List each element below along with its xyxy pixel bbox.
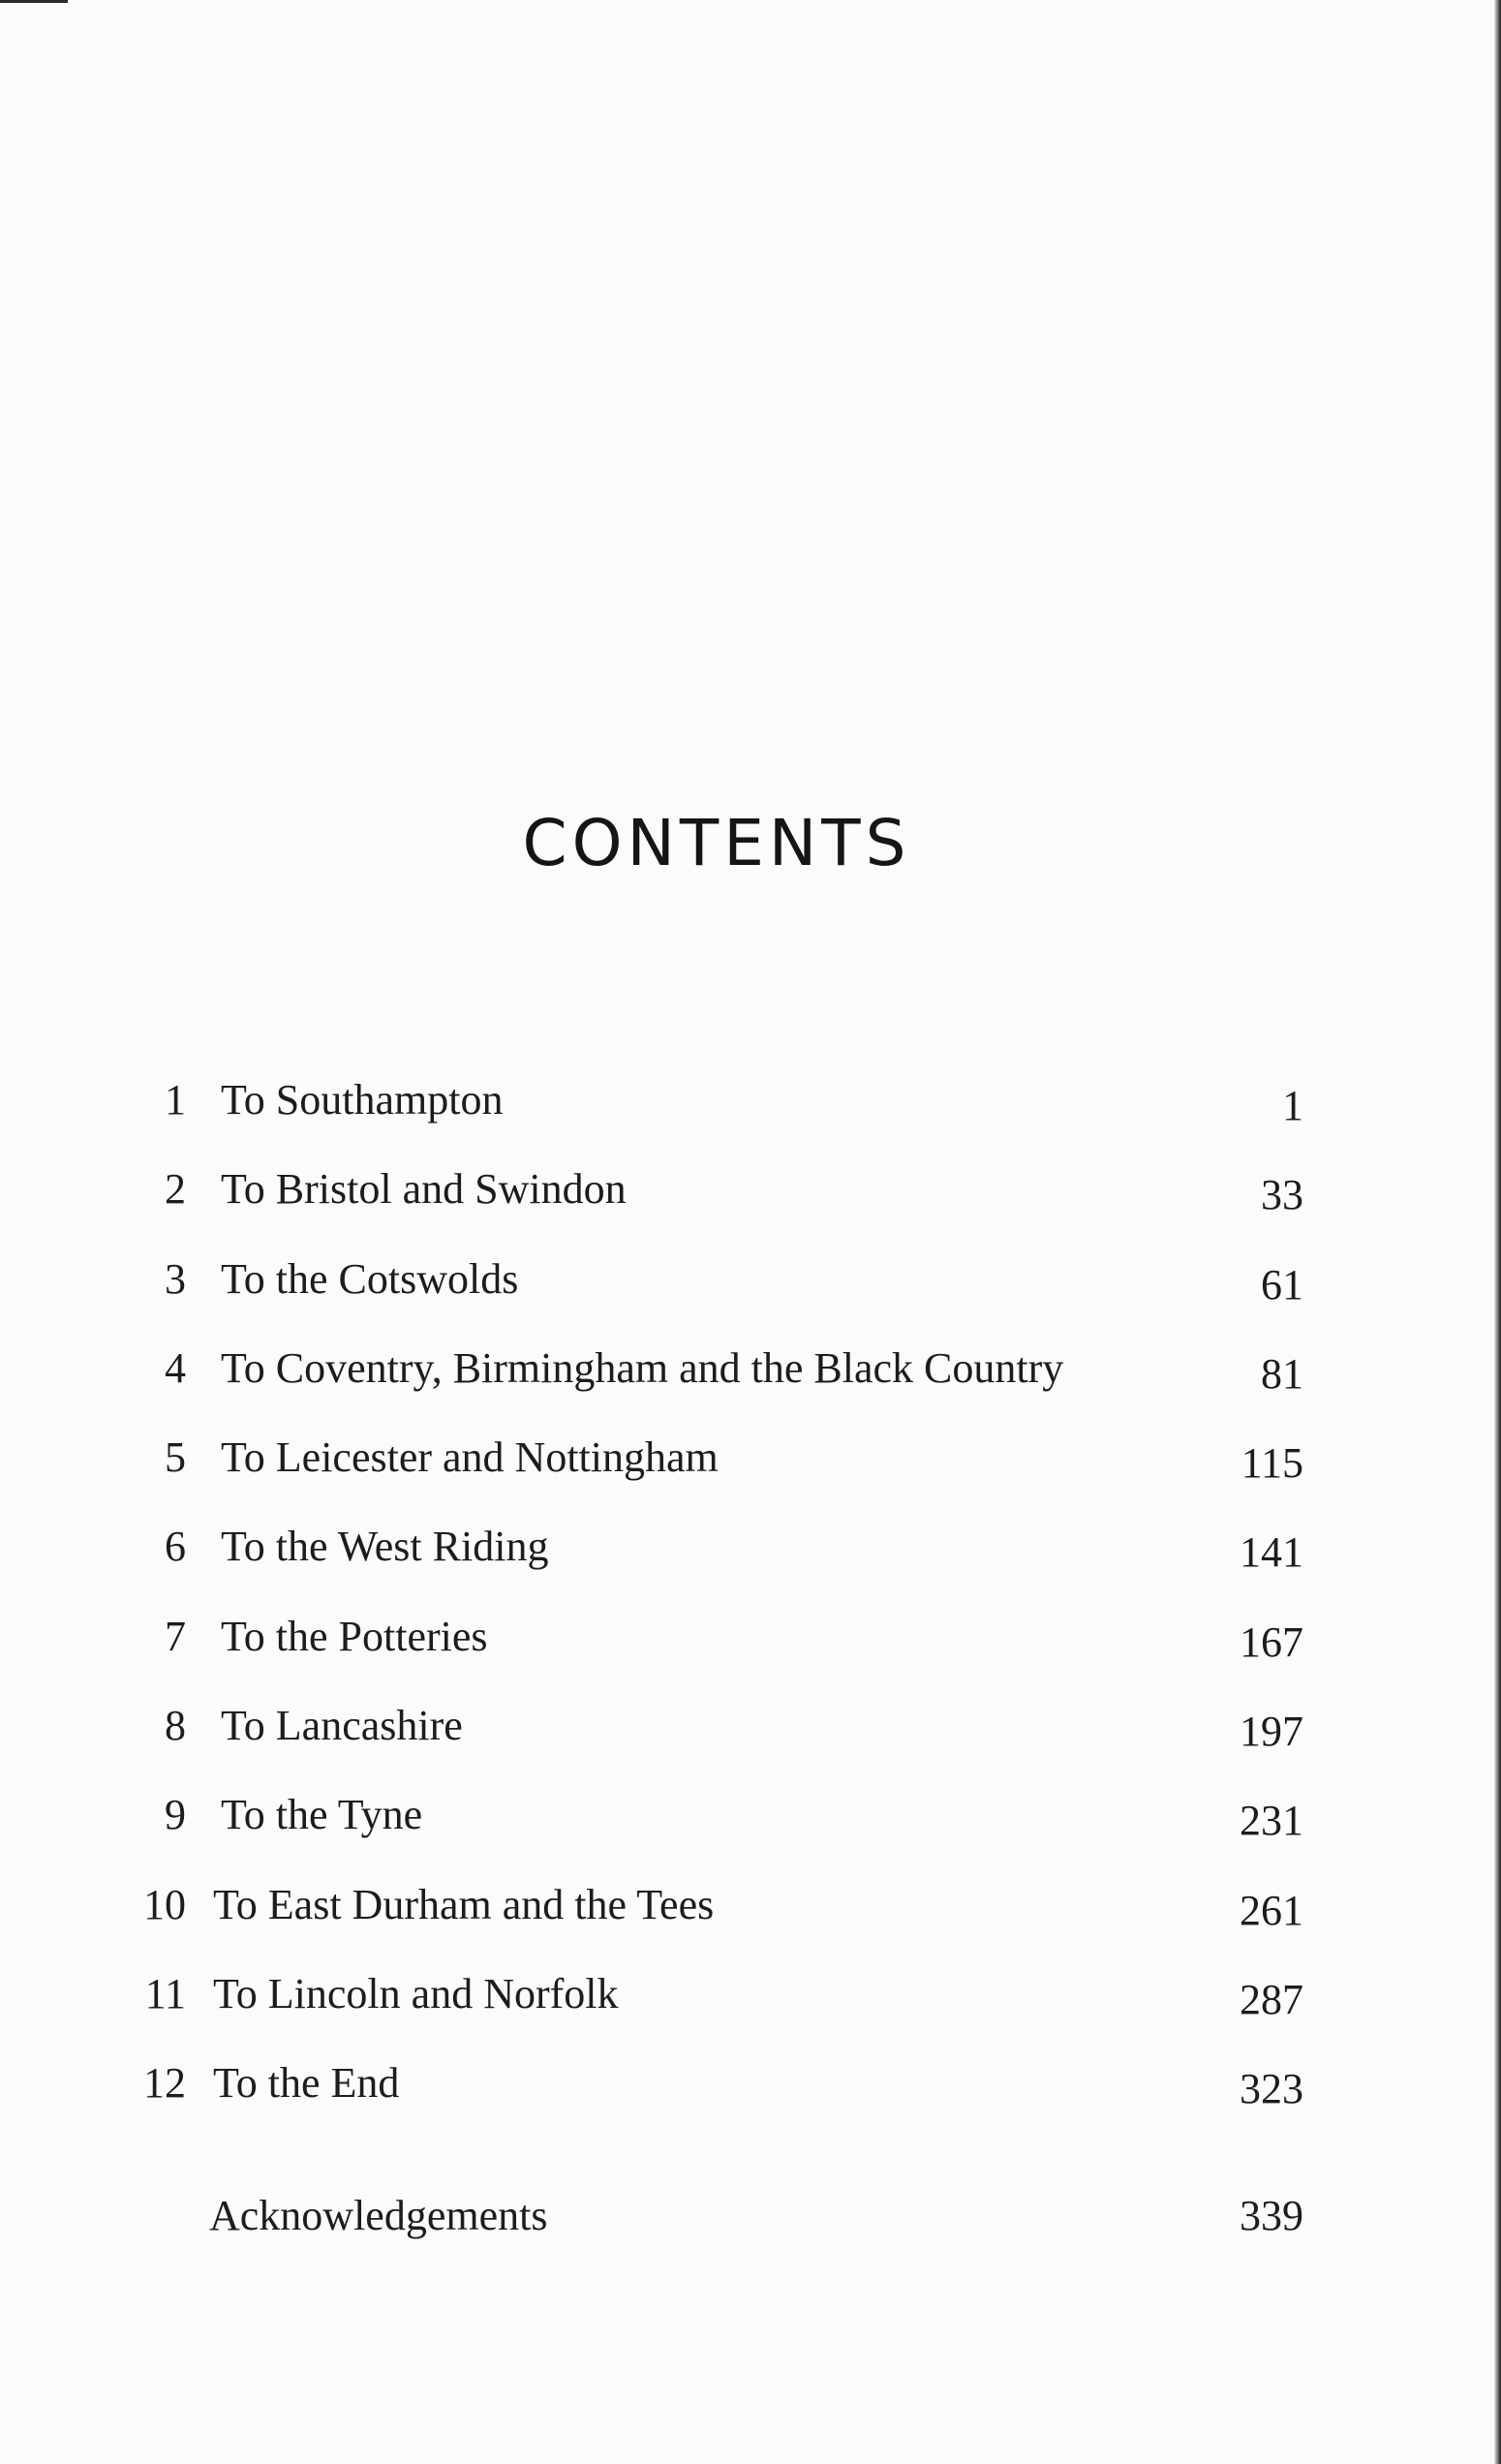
chapter-title: To East Durham and the Tees bbox=[213, 1880, 715, 1928]
chapter-number: 5 bbox=[165, 1433, 186, 1482]
page-number: 115 bbox=[1241, 1439, 1303, 1488]
chapter-number: 12 bbox=[143, 2059, 186, 2108]
toc-entry-10 bbox=[0, 1880, 1501, 1969]
table-of-contents bbox=[0, 1075, 1501, 2148]
page-number: 81 bbox=[1261, 1349, 1303, 1398]
page-number: 61 bbox=[1261, 1260, 1303, 1309]
page-number: 231 bbox=[1240, 1797, 1303, 1845]
toc-entry-1 bbox=[0, 1075, 1501, 1164]
toc-entry-3 bbox=[0, 1254, 1501, 1343]
toc-entry-11 bbox=[0, 1969, 1501, 2058]
page-number: 141 bbox=[1240, 1528, 1303, 1577]
chapter-title: To Coventry, Birmingham and the Black Country bbox=[221, 1343, 1064, 1392]
chapter-title: To Southampton bbox=[221, 1076, 504, 1124]
page-title: CONTENTS bbox=[522, 806, 911, 880]
toc-entry-12 bbox=[0, 2058, 1501, 2147]
toc-entry-5 bbox=[0, 1432, 1501, 1522]
toc-entry-6 bbox=[0, 1522, 1501, 1611]
toc-entry-8 bbox=[0, 1701, 1501, 1790]
chapter-number: 7 bbox=[165, 1612, 186, 1660]
page-number: 1 bbox=[1282, 1082, 1303, 1129]
chapter-number: 10 bbox=[143, 1880, 186, 1928]
page-number: 287 bbox=[1240, 1975, 1303, 2023]
chapter-number: 4 bbox=[165, 1343, 186, 1392]
chapter-title: To the Tyne bbox=[221, 1791, 423, 1839]
acknowledgements-title: Acknowledgements bbox=[209, 2192, 548, 2239]
chapter-title: To the West Riding bbox=[221, 1523, 549, 1571]
chapter-number: 8 bbox=[165, 1702, 186, 1750]
scan-edge-top bbox=[0, 0, 68, 3]
page-number: 339 bbox=[1240, 2192, 1303, 2239]
chapter-title: To the End bbox=[213, 2059, 400, 2108]
chapter-number: 11 bbox=[144, 1969, 186, 2017]
chapter-number: 2 bbox=[165, 1165, 186, 1214]
toc-entry-acknowledgements bbox=[0, 2191, 1501, 2249]
page-number: 167 bbox=[1240, 1617, 1303, 1666]
toc-entry-7 bbox=[0, 1612, 1501, 1701]
chapter-number: 6 bbox=[165, 1523, 186, 1571]
chapter-number: 1 bbox=[165, 1076, 186, 1124]
page-number: 33 bbox=[1261, 1171, 1303, 1219]
chapter-title: To the Cotswolds bbox=[221, 1254, 519, 1303]
toc-entry-4 bbox=[0, 1343, 1501, 1432]
chapter-number: 9 bbox=[165, 1791, 186, 1839]
chapter-title: To Lincoln and Norfolk bbox=[213, 1969, 619, 2017]
page-number: 323 bbox=[1240, 2065, 1303, 2113]
chapter-title: To Lancashire bbox=[221, 1702, 463, 1750]
page-number: 197 bbox=[1240, 1708, 1303, 1756]
toc-entry-2 bbox=[0, 1164, 1501, 1253]
chapter-title: To Bristol and Swindon bbox=[221, 1165, 627, 1214]
toc-entry-9 bbox=[0, 1790, 1501, 1879]
page-number: 261 bbox=[1240, 1886, 1303, 1934]
chapter-title: To the Potteries bbox=[221, 1612, 488, 1660]
chapter-title: To Leicester and Nottingham bbox=[221, 1433, 719, 1482]
chapter-number: 3 bbox=[165, 1254, 186, 1303]
